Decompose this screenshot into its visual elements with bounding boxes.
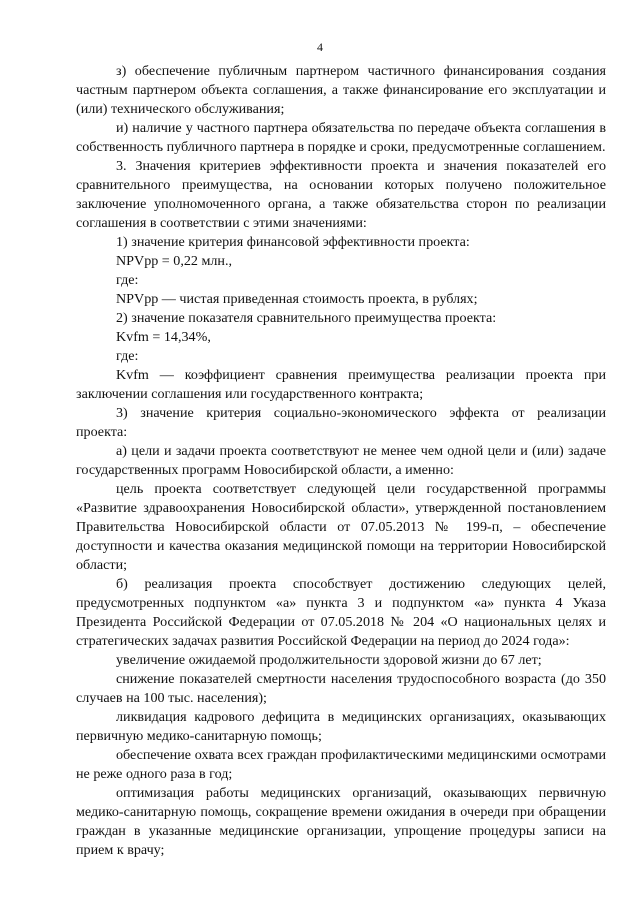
- paragraph-program-goal: цель проекта соответствует следующей цели государственной программы «Развитие здравоохранения Новосибирской области», утвержденной постановлением Правительства Новосибирской области от 07.05.2013 № 199-п, – обеспечение доступности и качества оказания медицинской помощи на территории Новосибирской области;: [76, 481, 606, 573]
- page-number: 4: [317, 40, 323, 54]
- npvpp-definition: NPVpp — чистая приведенная стоимость проекта, в рублях;: [116, 291, 478, 307]
- goal-list-item: оптимизация работы медицинских организаций, оказывающих первичную медико-санитарную помощь, сокращение времени ожидания в очереди при обращении граждан в указанные медицинские организации, упрощение процедуры записи на прием к врачу;: [76, 785, 606, 858]
- paragraph-item-z: з) обеспечение публичным партнером частичного финансирования создания частным партнером объекта соглашения, а также финансирование его эксплуатации и (или) технического обслуживания;: [76, 63, 606, 117]
- where-label: где:: [116, 348, 139, 364]
- paragraph-item-b: б) реализация проекта способствует достижению следующих целей, предусмотренных подпунктом «а» пункта 3 и подпунктом «а» пункта 4 Указа Президента Российской Федерации от 07.05.2018 № 204 «О национальных целях и стратегических задачах развития Российской Федерации на период до 2024 года»:: [76, 576, 606, 649]
- formula-npvpp: NPVpp = 0,22 млн.,: [116, 253, 233, 269]
- goal-list-item: обеспечение охвата всех граждан профилактическими медицинскими осмотрами не реже одного раза в год;: [76, 747, 606, 782]
- paragraph-criterion-2: 2) значение показателя сравнительного преимущества проекта:: [116, 310, 497, 326]
- paragraph-criterion-1: 1) значение критерия финансовой эффективности проекта:: [116, 234, 470, 250]
- paragraph-section-3: 3. Значения критериев эффективности проекта и значения показателей его сравнительного преимущества, на основании которых получено положительное заключение уполномоченного органа, а также обязательства сторон по реализации соглашения в соответствии с этими значениями:: [76, 158, 606, 231]
- where-label: где:: [116, 272, 139, 288]
- goal-list-item: ликвидация кадрового дефицита в медицинских организациях, оказывающих первичную медико-санитарную помощь;: [76, 709, 606, 744]
- kvfm-definition: Kvfm — коэффициент сравнения преимущества реализации проекта при заключении соглашения или государственного контракта;: [76, 367, 606, 402]
- paragraph-item-i: и) наличие у частного партнера обязательства по передаче объекта соглашения в собственность публичного партнера в порядке и сроки, предусмотренные соглашением.: [76, 120, 606, 155]
- paragraph-criterion-3: 3) значение критерия социально-экономического эффекта от реализации проекта:: [76, 405, 606, 440]
- goal-list-item: снижение показателей смертности населения трудоспособного возраста (до 350 случаев на 100 тыс. населения);: [76, 671, 606, 706]
- goal-list-item: увеличение ожидаемой продолжительности здоровой жизни до 67 лет;: [116, 652, 542, 668]
- formula-kvfm: Kvfm = 14,34%,: [116, 329, 211, 345]
- document-body: [76, 62, 606, 860]
- paragraph-item-a: а) цели и задачи проекта соответствуют не менее чем одной цели и (или) задаче государственных программ Новосибирской области, а именно:: [76, 443, 606, 478]
